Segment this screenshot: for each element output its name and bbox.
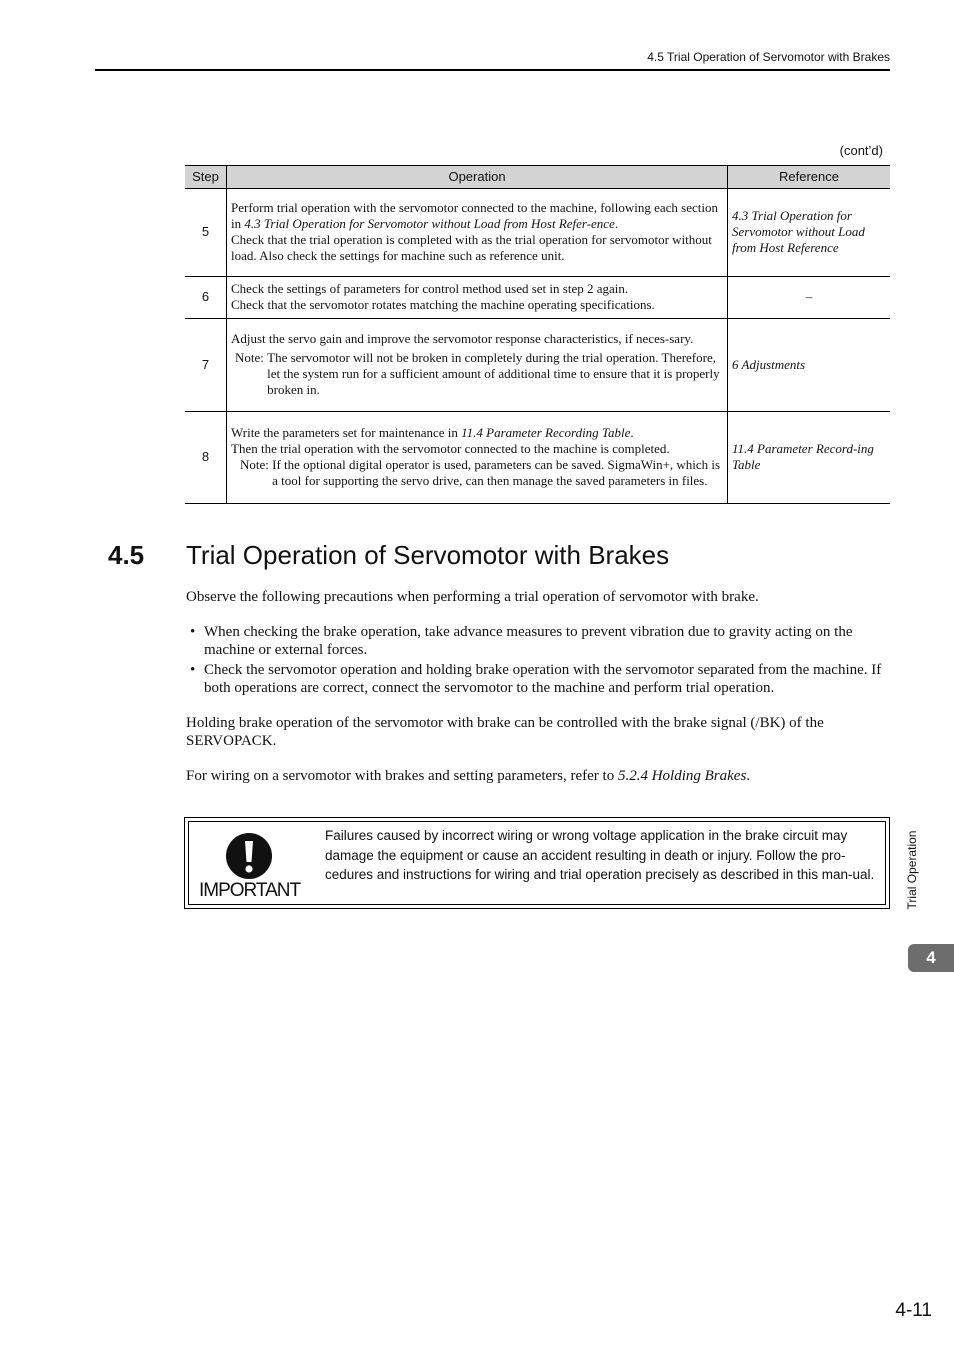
brake-signal-paragraph: Holding brake operation of the servomotor with brake can be controlled with the brake signal (/BK) of the SERVOPACK.	[186, 715, 824, 749]
important-notice	[184, 817, 890, 909]
list-item: • Check the servomotor operation and holding brake operation with the servomotor separated from the machine. If both operations are correct, connect the servomotor to the machine and perform trial operation.	[190, 662, 882, 696]
step-number: 6	[185, 277, 227, 319]
step-number: 8	[185, 412, 227, 504]
section-number: 4.5	[108, 540, 145, 570]
reference-cell: 6 Adjustments	[728, 319, 891, 412]
page-number: 4-11	[895, 1300, 932, 1321]
table-row	[185, 319, 890, 412]
column-header-step: Step	[185, 166, 227, 189]
precaution-list	[186, 623, 891, 697]
section-title: Trial Operation of Servomotor with Brakes	[186, 540, 670, 570]
step-number: 5	[185, 189, 227, 277]
reference-cell: 11.4 Parameter Record-ing Table	[728, 412, 891, 504]
section-reference: 5.2.4 Holding Brakes	[617, 768, 747, 784]
chapter-side-label: Trial Operation	[905, 830, 919, 910]
header-rule	[95, 69, 890, 71]
operation-table	[185, 165, 890, 504]
table-continued-label: (cont’d)	[839, 143, 883, 158]
table-row	[185, 189, 890, 277]
note: Note: The servomotor will not be broken in completely during the trial operation. Therefore, let the system run for a sufficient amount of additional time to ensure that it is properly broken in.	[235, 350, 720, 397]
exclamation-icon	[225, 832, 273, 880]
table-row	[185, 277, 890, 319]
column-header-operation: Operation	[227, 166, 728, 189]
important-label: IMPORTANT	[199, 880, 301, 901]
chapter-tab: 4	[908, 944, 954, 972]
section-reference: 4.3 Trial Operation for Servomotor without Load from Host Refer-ence	[244, 216, 615, 231]
operation-cell: Adjust the servo gain and improve the servomotor response characteristics, if neces-sary. Note: The servomotor will not be broken in completely during the trial operation. Therefore, let the system run for a sufficient amount of additional time to ensure that it is properly broken in.	[227, 319, 728, 412]
column-header-reference: Reference	[728, 166, 891, 189]
operation-cell: Check the settings of parameters for control method used set in step 2 again. Check that the servomotor rotates matching the machine operating specifications.	[227, 277, 728, 319]
section-reference: 11.4 Parameter Recording Table	[461, 425, 631, 440]
table-row	[185, 412, 890, 504]
table-header-row	[185, 166, 890, 189]
intro-paragraph: Observe the following precautions when performing a trial operation of servomotor with brake.	[186, 589, 759, 605]
list-item: • When checking the brake operation, take advance measures to prevent vibration due to gravity acting on the machine or external forces.	[190, 624, 853, 658]
note: Note: If the optional digital operator is used, parameters can be saved. SigmaWin+, which is a tool for supporting the servo drive, can then manage the saved parameters in files.	[240, 457, 721, 488]
running-header: 4.5 Trial Operation of Servomotor with Brakes	[647, 50, 890, 64]
operation-cell: Write the parameters set for maintenance in 11.4 Parameter Recording Table. Then the trial operation with the servomotor connected to the machine is completed. Note: If the optional digital operator is used, parameters can be saved. SigmaWin+, which is a tool for supporting the servo drive, can then manage the saved parameters in files.	[227, 412, 728, 504]
important-text: Failures caused by incorrect wiring or wrong voltage application in the brake circuit may damage the equipment or cause an accident resulting in death or injury. Follow the pro-cedures and instructions for wiring and trial operation precisely as described in this man-ual.	[325, 828, 875, 882]
reference-cell: 4.3 Trial Operation for Servomotor without Load from Host Reference	[728, 189, 891, 277]
operation-cell: Perform trial operation with the servomotor connected to the machine, following each section in 4.3 Trial Operation for Servomotor without Load from Host Refer-ence. Check that the trial operation is completed with as the trial operation for servomotor without load. Also check the settings for machine such as reference unit.	[227, 189, 728, 277]
step-number: 7	[185, 319, 227, 412]
wiring-reference-paragraph: For wiring on a servomotor with brakes and setting parameters, refer to 5.2.4 Holding Brakes.	[186, 768, 751, 784]
reference-cell: –	[728, 277, 891, 319]
